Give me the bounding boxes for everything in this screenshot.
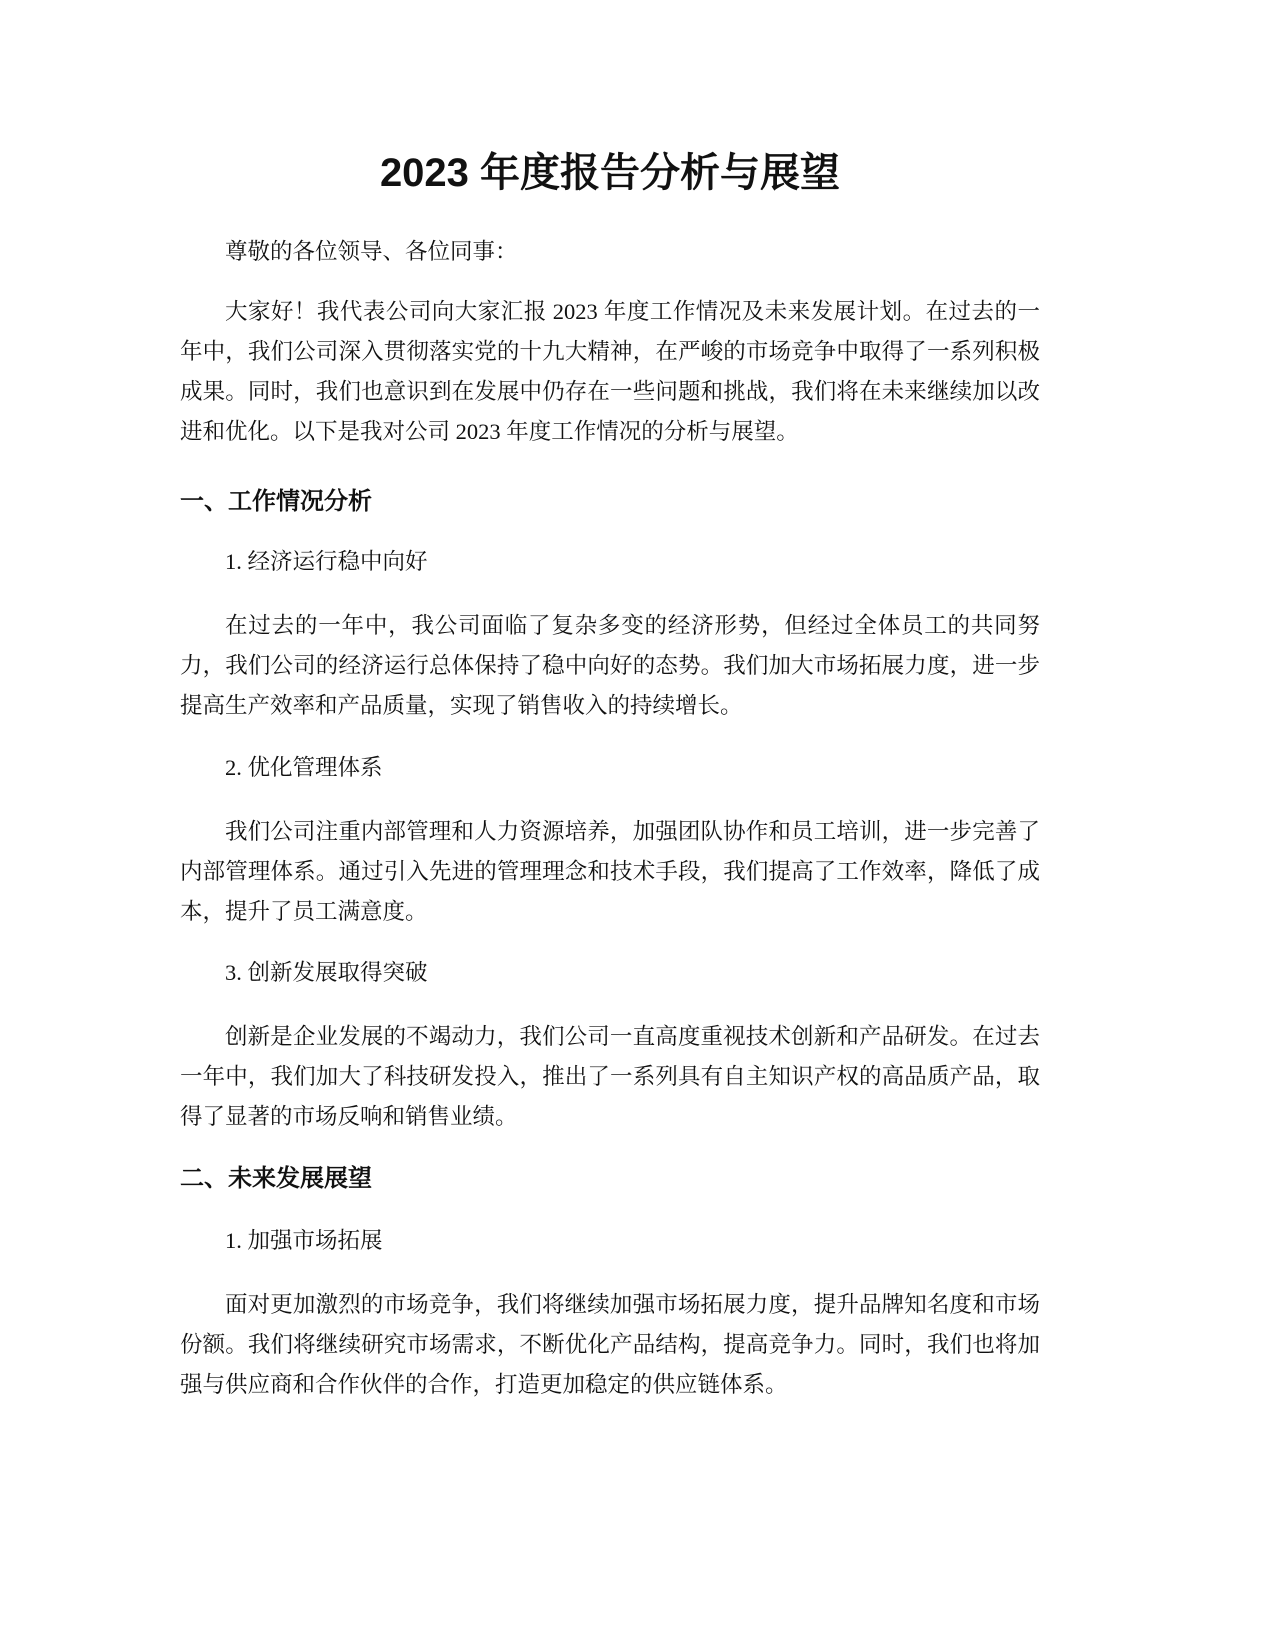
subheading-innovation: 3. 创新发展取得突破 bbox=[225, 960, 428, 985]
subheading-management: 2. 优化管理体系 bbox=[225, 755, 383, 780]
subheading-market: 1. 加强市场拓展 bbox=[225, 1228, 383, 1253]
section-heading-outlook: 二、未来发展展望 bbox=[180, 1165, 372, 1192]
paragraph-economy: 在过去的一年中，我公司面临了复杂多变的经济形势，但经过全体员工的共同努力，我们公司的经济运行总体保持了稳中向好的态势。我们加大市场拓展力度，进一步提高生产效率和产品质量，实现了销售收入的持续增长。 bbox=[180, 613, 1040, 718]
paragraph-innovation: 创新是企业发展的不竭动力，我们公司一直高度重视技术创新和产品研发。在过去一年中，我们加大了科技研发投入，推出了一系列具有自主知识产权的高品质产品，取得了显著的市场反响和销售业绩。 bbox=[180, 1024, 1040, 1129]
document-title: 2023 年度报告分析与展望 bbox=[379, 151, 841, 195]
section-heading-analysis: 一、工作情况分析 bbox=[180, 488, 372, 515]
greeting-paragraph: 尊敬的各位领导、各位同事： bbox=[225, 239, 518, 264]
paragraph-management: 我们公司注重内部管理和人力资源培养，加强团队协作和员工培训，进一步完善了内部管理体系。通过引入先进的管理理念和技术手段，我们提高了工作效率，降低了成本，提升了员工满意度。 bbox=[180, 819, 1040, 924]
intro-paragraph: 大家好！我代表公司向大家汇报 2023 年度工作情况及未来发展计划。在过去的一年中，我们公司深入贯彻落实党的十九大精神，在严峻的市场竞争中取得了一系列积极成果。同时，我们也意识到在发展中仍存在一些问题和挑战，我们将在未来继续加以改进和优化。以下是我对公司 2023 年度工作情况的分析与展望。 bbox=[180, 299, 1040, 444]
paragraph-market: 面对更加激烈的市场竞争，我们将继续加强市场拓展力度，提升品牌知名度和市场份额。我们将继续研究市场需求，不断优化产品结构，提高竞争力。同时，我们也将加强与供应商和合作伙伴的合作，打造更加稳定的供应链体系。 bbox=[180, 1292, 1040, 1397]
subheading-economy: 1. 经济运行稳中向好 bbox=[225, 549, 428, 574]
